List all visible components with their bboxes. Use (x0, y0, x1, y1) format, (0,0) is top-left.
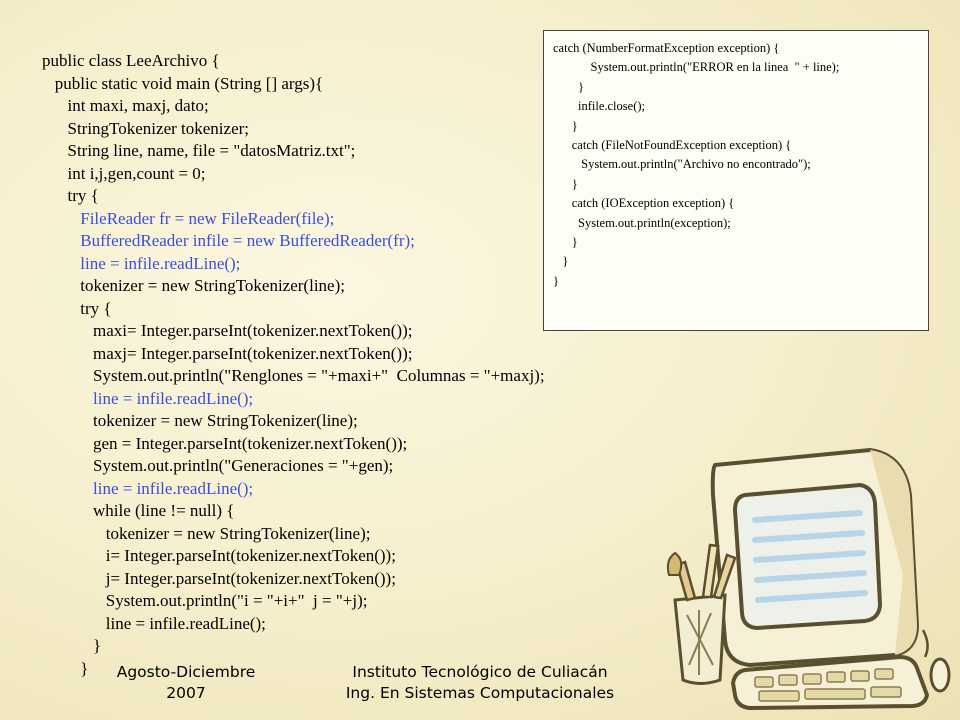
catch-code-line: } (553, 118, 578, 133)
code-line: StringTokenizer tokenizer; (42, 118, 249, 138)
footer-date (96, 662, 276, 704)
catch-code-line: System.out.println("ERROR en la linea " + line); (553, 60, 840, 75)
code-line: maxj= Integer.parseInt(tokenizer.nextToken()); (42, 343, 413, 363)
catch-code-line: catch (NumberFormatException exception) { (553, 41, 780, 55)
catch-code-line: System.out.println(exception); (553, 215, 731, 230)
code-line: gen = Integer.parseInt(tokenizer.nextToken()); (42, 433, 408, 453)
code-line-highlighted: line = infile.readLine(); (42, 253, 241, 273)
code-line: public static void main (String [] args){ (42, 73, 324, 93)
catch-code-line: catch (FileNotFoundException exception) { (553, 138, 792, 153)
footer-department: Ing. En Sistemas Computacionales (345, 684, 615, 702)
code-line: System.out.println("Generaciones = "+gen); (42, 456, 394, 475)
main-code-block (42, 50, 545, 680)
catch-code-line: } (553, 79, 584, 94)
code-line: try { (42, 186, 99, 205)
code-line: } (42, 658, 89, 678)
code-line: maxi= Integer.parseInt(tokenizer.nextToken()); (42, 321, 413, 340)
catch-code-line: } (553, 235, 578, 250)
computer-clipart-icon (655, 425, 955, 710)
code-line: public class LeeArchivo { (42, 51, 220, 70)
code-line-highlighted: FileReader fr = new FileReader(file); (42, 208, 335, 228)
catch-code-line: catch (IOException exception) { (553, 196, 735, 211)
catch-code-box (543, 30, 929, 331)
code-line: tokenizer = new StringTokenizer(line); (42, 523, 371, 543)
code-line: tokenizer = new StringTokenizer(line); (42, 411, 358, 430)
catch-code-line: infile.close(); (553, 99, 645, 114)
code-line: i= Integer.parseInt(tokenizer.nextToken()); (42, 546, 396, 565)
catch-code-block (553, 39, 920, 291)
code-line: String line, name, file = "datosMatriz.txt"; (42, 141, 356, 160)
code-line-highlighted: line = infile.readLine(); (42, 478, 254, 498)
code-line: line = infile.readLine(); (42, 613, 266, 633)
code-line: System.out.println("i = "+i+" j = "+j); (42, 591, 368, 610)
code-line: try { (42, 298, 112, 318)
code-line: j= Integer.parseInt(tokenizer.nextToken()); (42, 568, 396, 588)
footer-date-line1: Agosto-Diciembre (116, 663, 256, 681)
catch-code-line: } (553, 273, 559, 288)
code-line: int maxi, maxj, dato; (42, 96, 209, 115)
code-line-highlighted: BufferedReader infile = new BufferedReader(fr); (42, 231, 415, 250)
footer-institution (330, 662, 630, 704)
code-line: tokenizer = new StringTokenizer(line); (42, 276, 345, 295)
footer-institution-name: Instituto Tecnológico de Culiacán (352, 663, 608, 681)
code-line: while (line != null) { (42, 501, 235, 520)
code-line: } (42, 636, 102, 655)
code-line: int i,j,gen,count = 0; (42, 163, 206, 183)
code-line: System.out.println("Renglones = "+maxi+" Columnas = "+maxj); (42, 366, 545, 385)
catch-code-line: } (553, 254, 569, 269)
footer-date-line2: 2007 (166, 684, 206, 702)
catch-code-line: } (553, 176, 578, 191)
code-line-highlighted: line = infile.readLine(); (42, 388, 254, 408)
catch-code-line: System.out.println("Archivo no encontrado"); (553, 157, 811, 172)
